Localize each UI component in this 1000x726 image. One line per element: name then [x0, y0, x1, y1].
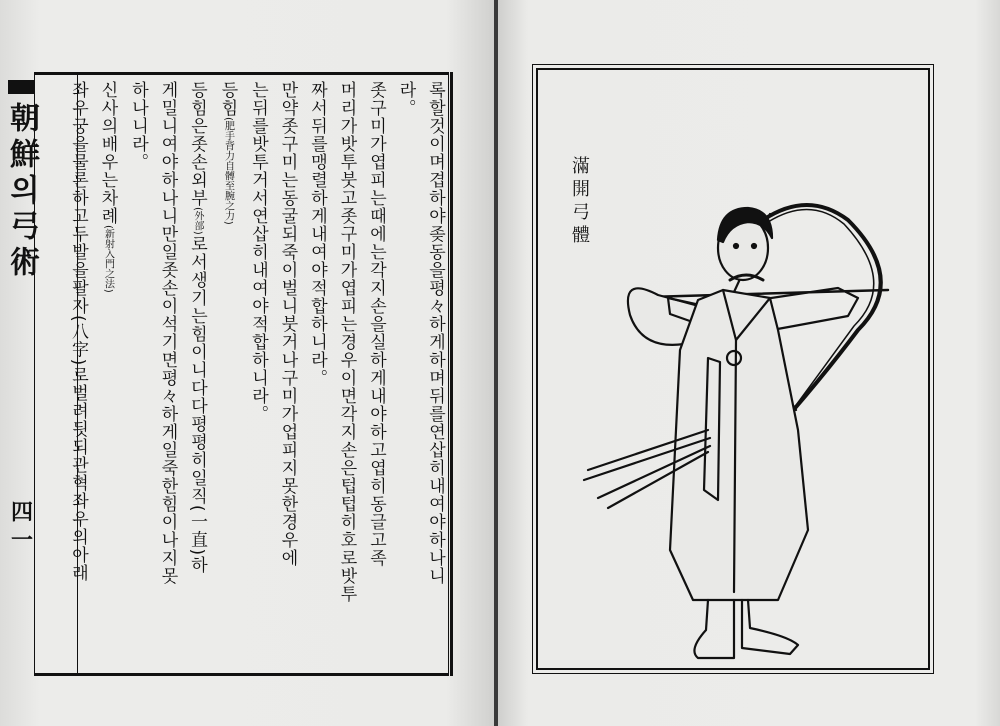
text-column: 머리가밧투붓고좃구미가엽피는경우이면각지손은텁텁히호로밧투 [336, 81, 357, 603]
figure-caption: 滿開弓體 [569, 156, 590, 248]
text-column: 하나니라。 [128, 81, 148, 171]
annotation: (肥手背力自髆至腕之力) [222, 117, 234, 225]
text-column: 짜서뒤를맹렬하게내여야적합하니라。 [307, 81, 327, 387]
page-number: 四一 [7, 500, 34, 556]
section-heading: 신사의배우는차례(新射入門之法) [97, 81, 118, 293]
text-column: 록할것이며겹하야좆동을평々하게하며뒤를연삽히내여야하나니 [425, 81, 445, 585]
body-text [68, 81, 449, 669]
annotation: (外部) [192, 207, 203, 235]
margin-title [4, 80, 38, 390]
text-column: 좃구미가엽피는때에는각지손을실하게내야하고엽히동글고족 [366, 81, 386, 567]
text-column: 등힘은좃손외부(外部)로서생기는힘이니다다평평히일직(一直)하 [187, 81, 207, 575]
section-heading: 등힘(肥手背力自髆至腕之力) [217, 81, 238, 225]
left-page [0, 0, 496, 726]
text-column: 는뒤를밧투거서연삽히내여야적합하니라。 [248, 81, 268, 423]
text-column: 게밀니여야하나니만일좃손이석기면평々하게일죽한힘이나지못 [157, 81, 178, 585]
archer-illustration [558, 130, 908, 660]
text-column: 라。 [395, 81, 416, 117]
text-column: 만약좃구미는동굴되죽이벌니붓거나구미가업피지못한경우에 [277, 81, 298, 567]
illustration-frame [536, 68, 930, 670]
title-mark [8, 80, 34, 94]
text-frame [34, 72, 449, 676]
margin-title-text: 朝鮮의弓術 [4, 102, 39, 282]
text-column: 좌우궁을물론하고두발을팔자(八字)로벌려딋되관혁좌우의아래 [68, 81, 88, 583]
annotation: (新射入門之法) [102, 225, 114, 293]
